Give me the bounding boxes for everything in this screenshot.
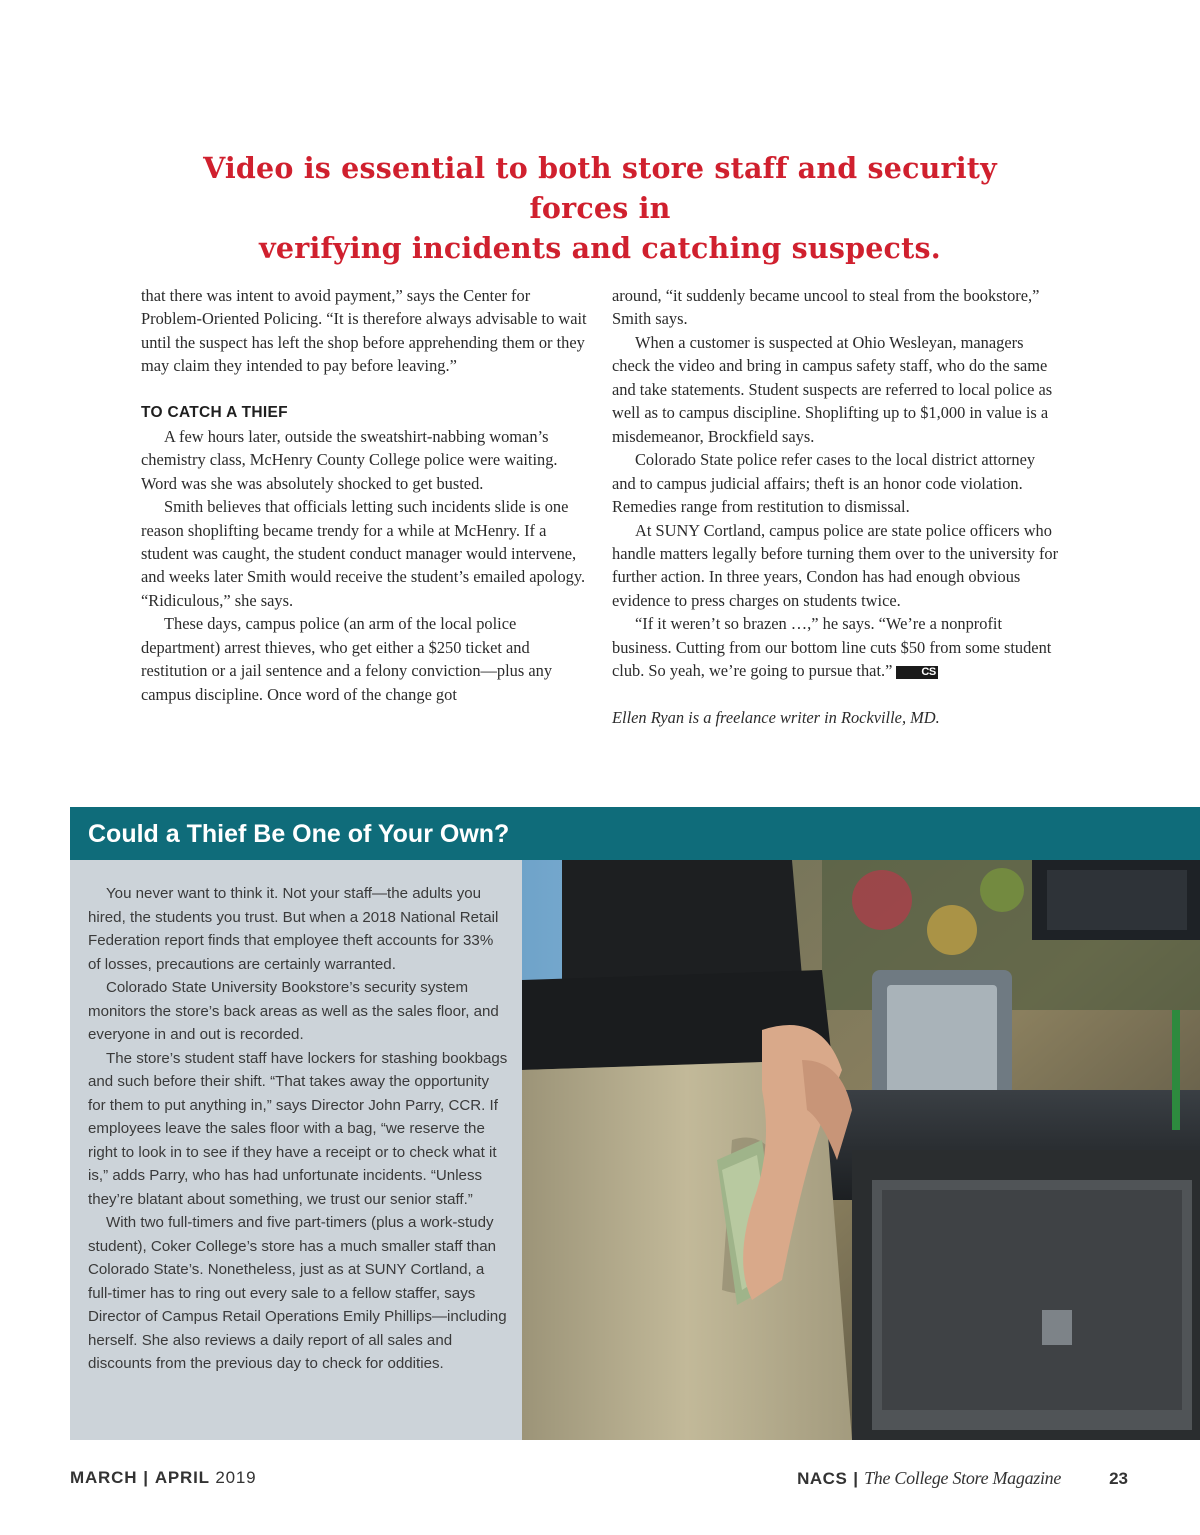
employee-theft-photo [522,860,1200,1440]
page-number: 23 [1109,1469,1128,1488]
footer-separator: | [853,1469,859,1488]
org-name: NACS [797,1469,848,1488]
article-paragraph: At SUNY Cortland, campus police are state police officers who handle matters legally before turning them over to the university for further action. In three years, Condon has had enough obvious evidence to press charges on students twice. [612,520,1059,610]
footer-separator: | [143,1468,149,1487]
article-paragraph: When a customer is suspected at Ohio Wesleyan, managers check the video and bring in campus safety staff, who do the same and take statements. Student suspects are referred to local police as well as to campus discipline. Shoplifting up to $1,000 in value is a misdemeanor, Brockfield says. [612,332,1053,446]
magazine-name: The College Store Magazine [864,1468,1062,1488]
pull-quote [150,148,1050,268]
pull-quote-line-2: verifying incidents and catching suspects. [259,231,941,265]
issue-year: 2019 [215,1468,257,1487]
pull-quote-line-1: Video is essential to both store staff and security forces in [203,151,997,225]
article-paragraph: A few hours later, outside the sweatshirt-nabbing woman’s chemistry class, McHenry County College police were waiting. Word was she was absolutely shocked to get busted. [141,426,558,493]
publication-footer [797,1467,1128,1490]
article-paragraph: that there was intent to avoid payment,” says the Center for Problem-Oriented Policing. “It is therefore always advisable to wait until the suspect has left the shop before apprehending them or they may claim they intended to pay before leaving.” [141,286,587,376]
issue-month-1: MARCH [70,1468,138,1487]
sidebar-paragraph: With two full-timers and five part-timers (plus a work-study student), Coker College’s store has a much smaller staff than Colorado State’s. Nonetheless, just as at SUNY Cortland, a full-timer has to ring out every sale to a fellow staffer, says Director of Campus Retail Operations Emily Phillips—including herself. She also reviews a daily report of all sales and discounts from the previous day to check for oddities. [88,1214,507,1372]
sidebar-paragraph: The store’s student staff have lockers for stashing bookbags and such before their shift. “That takes away the opportunity for them to put anything in,” says Director John Parry, CCR. If employees leave the sales floor with a bag, “we reserve the right to look in to see if they have a receipt or to check what it is,” adds Parry, who has had unfortunate incidents. “Unless they’re blatant about something, we trust our senior staff.” [88,1049,508,1208]
sidebar-paragraph: Colorado State University Bookstore’s security system monitors the store’s back areas as well as the sales floor, and everyone in and out is recorded. [88,979,499,1043]
sidebar-paragraph: You never want to think it. Not your staff—the adults you hired, the students you trust. But when a 2018 National Retail Federation report finds that employee theft accounts for 33% of losses, precautions are certainly warranted. [88,885,499,973]
article-paragraph [612,612,1062,682]
article-right-column [612,284,1062,730]
article-left-column [141,284,593,706]
article-paragraph: Smith believes that officials letting such incidents slide is one reason shoplifting became trendy for a while at McHenry. If a student was caught, the student conduct manager would intervene, and weeks later Smith would receive the student’s emailed apology. “Ridiculous,” she says. [141,497,586,610]
article-subhead: TO CATCH A THIEF [141,404,288,422]
sidebar-body [88,882,508,1376]
author-byline: Ellen Ryan is a freelance writer in Rockville, MD. [612,708,940,728]
issue-date [70,1467,256,1489]
article-paragraph: around, “it suddenly became uncool to steal from the bookstore,” Smith says. [612,286,1040,329]
end-of-story-mark: CS [896,666,937,679]
article-closing-text: “If it weren’t so brazen …,” he says. “We’re a nonprofit business. Cutting from our bottom line cuts $50 from some student club. So yeah, we’re going to pursue that.” [612,614,1052,681]
sidebar-header [70,807,1200,860]
sidebar-title: Could a Thief Be One of Your Own? [88,820,510,848]
sidebar-text-box [70,860,522,1440]
issue-month-2: APRIL [154,1468,210,1487]
article-paragraph: These days, campus police (an arm of the local police department) arrest thieves, who get either a $250 ticket and restitution or a jail sentence and a felony conviction—plus any campus discipline. Once word of the change got [141,614,553,704]
article-paragraph: Colorado State police refer cases to the local district attorney and to campus judicial affairs; theft is an honor code violation. Remedies range from restitution to dismissal. [612,450,1036,517]
